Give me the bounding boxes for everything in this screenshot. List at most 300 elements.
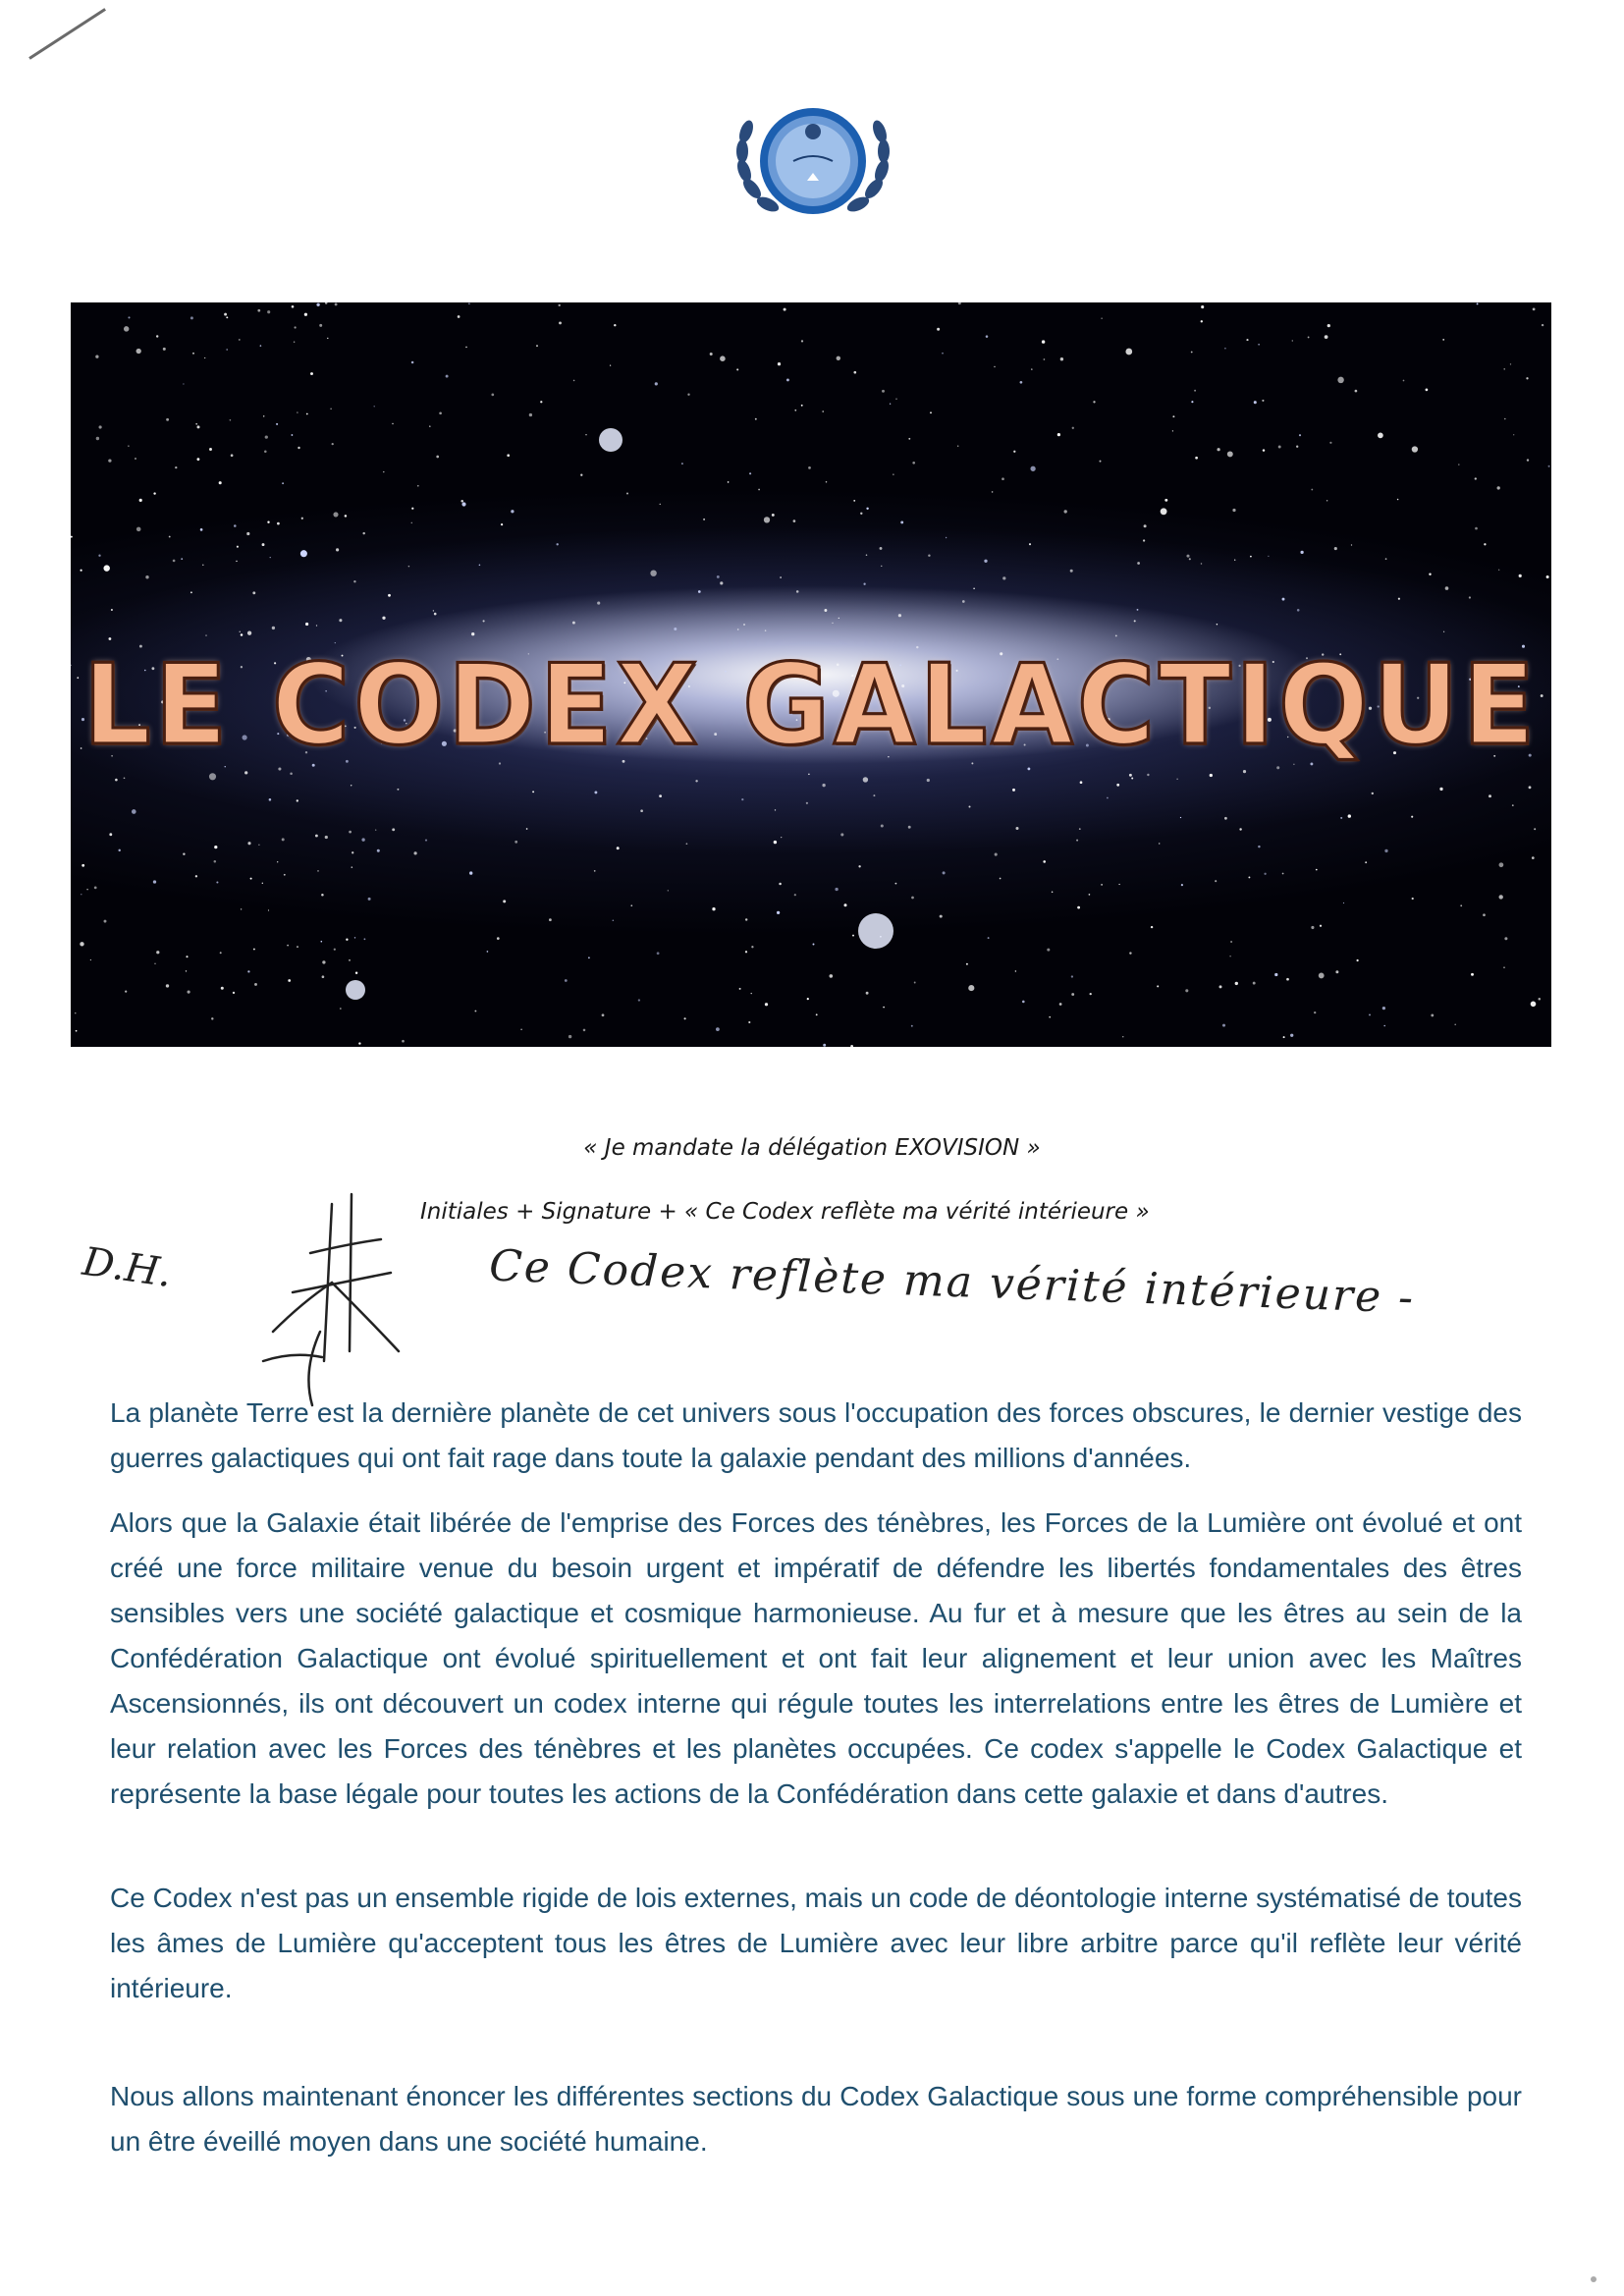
- star: [536, 345, 538, 347]
- star: [1282, 873, 1284, 875]
- star: [1542, 324, 1543, 326]
- star: [881, 824, 884, 827]
- star: [973, 588, 975, 590]
- star: [1076, 840, 1078, 842]
- star: [1348, 814, 1351, 817]
- star: [1497, 486, 1500, 489]
- star: [190, 591, 192, 593]
- star: [895, 399, 896, 400]
- star: [1286, 978, 1289, 981]
- star: [1191, 401, 1193, 403]
- star: [1262, 400, 1264, 402]
- star: [794, 410, 796, 411]
- star: [195, 423, 197, 425]
- star: [853, 371, 856, 374]
- star: [1090, 993, 1092, 995]
- star: [626, 492, 628, 494]
- star: [417, 485, 419, 487]
- star: [1131, 778, 1133, 780]
- star: [1283, 1036, 1285, 1038]
- star: [824, 609, 827, 612]
- star: [1000, 878, 1001, 880]
- star: [784, 308, 786, 311]
- star: [1022, 1001, 1025, 1004]
- star: [1144, 524, 1147, 527]
- star: [1059, 1003, 1062, 1006]
- star: [330, 409, 331, 410]
- star: [557, 543, 559, 545]
- star: [613, 920, 615, 922]
- star: [674, 628, 677, 630]
- star: [125, 990, 127, 992]
- star: [1201, 305, 1204, 308]
- star: [254, 983, 257, 986]
- star: [241, 908, 242, 909]
- star: [392, 828, 395, 831]
- star: [310, 372, 313, 375]
- star: [265, 435, 268, 438]
- star: [1504, 937, 1507, 940]
- star: [1469, 596, 1471, 598]
- star: [1311, 489, 1313, 491]
- star: [777, 911, 780, 914]
- star: [1343, 902, 1344, 903]
- star: [992, 491, 994, 493]
- star: [468, 302, 470, 304]
- star: [1071, 993, 1074, 996]
- star: [749, 472, 751, 474]
- star: [250, 878, 252, 880]
- star: [1125, 349, 1132, 355]
- star: [1015, 970, 1016, 971]
- star: [630, 904, 632, 906]
- star: [327, 338, 328, 339]
- star: [108, 459, 111, 462]
- paragraph-2: Alors que la Galaxie était libérée de l'emprise des Forces des ténèbres, les Forces de la Lumière ont évolué et ont créé une force militaire venue du besoin urgent et impératif de défendre les libertés fondamentales des êtres sensibles vers une société galactique et cosmique harmonieuse. Au fur et à mesure que les êtres au sein de la Confédération Galactique ont évolué spirituellement et ont fait leur alignement et leur union avec les Maîtres Ascensionnés, ils ont découvert un codex interne qui régule toutes les interrelations entre les êtres de Lumière et leur relation avec les Forces des ténèbres et les planètes occupées. Ce codex s'appelle le Codex Galactique et représente la base légale pour toutes les actions de la Confédération dans cette galaxie et dans d'autres.: [110, 1507, 1522, 1809]
- star: [224, 313, 227, 316]
- star: [257, 309, 260, 312]
- star: [333, 512, 338, 517]
- star: [294, 341, 295, 342]
- star: [287, 945, 289, 947]
- star: [319, 324, 322, 327]
- star: [300, 550, 307, 557]
- star: [353, 580, 355, 582]
- star: [96, 437, 99, 440]
- star: [262, 543, 265, 546]
- star: [269, 798, 272, 801]
- star: [1296, 446, 1298, 448]
- star: [745, 918, 747, 920]
- star: [325, 302, 328, 304]
- star: [156, 335, 158, 337]
- star: [1316, 869, 1318, 871]
- star: [71, 536, 73, 538]
- star: [94, 887, 97, 890]
- star: [205, 634, 206, 635]
- star: [322, 975, 325, 978]
- star: [282, 482, 284, 484]
- star: [958, 302, 961, 304]
- star: [739, 988, 741, 990]
- star: [1191, 352, 1193, 354]
- star: [1548, 465, 1550, 467]
- star: [214, 860, 217, 863]
- star: [1029, 543, 1031, 545]
- star: [1001, 477, 1004, 480]
- star: [1254, 401, 1257, 404]
- star: [169, 536, 171, 538]
- star: [1534, 828, 1536, 830]
- star: [1227, 451, 1233, 457]
- star: [1526, 377, 1528, 379]
- star: [1454, 1023, 1456, 1025]
- star: [1512, 804, 1514, 806]
- star: [1079, 828, 1081, 830]
- star: [1429, 573, 1431, 574]
- star: [1326, 500, 1328, 502]
- star: [617, 847, 620, 849]
- star: [602, 1013, 605, 1016]
- star: [197, 425, 200, 428]
- star: [1194, 390, 1196, 392]
- star: [507, 454, 510, 457]
- star: [597, 602, 600, 605]
- star: [927, 779, 930, 782]
- star: [890, 404, 891, 405]
- star: [276, 423, 278, 425]
- star: [301, 518, 303, 519]
- star: [1215, 880, 1217, 882]
- star: [1224, 817, 1227, 820]
- star: [1383, 1025, 1385, 1027]
- star: [209, 773, 216, 780]
- star: [866, 992, 869, 995]
- star: [1210, 774, 1213, 777]
- star: [219, 481, 222, 484]
- star: [986, 335, 989, 338]
- star: [1161, 508, 1167, 515]
- star: [1118, 884, 1119, 885]
- star: [968, 985, 974, 991]
- paragraph-4: Nous allons maintenant énoncer les différentes sections du Codex Galactique sous une forme compréhensible pour un être éveillé moyen dans une société humaine.: [110, 2081, 1522, 2157]
- banner-title: LE CODEX GALACTIQUE: [82, 640, 1540, 771]
- star: [1539, 998, 1542, 1001]
- star: [1100, 461, 1102, 463]
- star: [853, 500, 855, 502]
- star: [710, 353, 713, 355]
- star: [202, 565, 204, 567]
- star: [1498, 895, 1502, 899]
- star: [796, 590, 799, 593]
- star: [1020, 381, 1023, 384]
- star: [1250, 556, 1252, 558]
- star: [1042, 340, 1045, 343]
- star: [801, 340, 803, 342]
- initials-instruction: Initiales + Signature + « Ce Codex reflète ma vérité intérieure »: [420, 1199, 1150, 1225]
- star: [351, 785, 352, 786]
- star: [118, 849, 120, 851]
- star: [253, 949, 255, 951]
- star: [429, 425, 431, 427]
- star: [1137, 562, 1140, 565]
- star: [1243, 770, 1246, 773]
- star: [873, 794, 875, 796]
- star: [346, 939, 348, 941]
- star: [1077, 906, 1080, 909]
- star: [1217, 624, 1218, 625]
- star: [209, 448, 212, 451]
- star: [822, 410, 824, 412]
- star: [186, 970, 187, 971]
- star: [1533, 308, 1536, 311]
- star: [236, 561, 237, 562]
- star: [937, 328, 940, 331]
- star: [1172, 430, 1173, 431]
- star: [1217, 448, 1219, 451]
- star: [1278, 446, 1281, 449]
- star: [1325, 335, 1328, 339]
- star: [1411, 816, 1413, 818]
- star: [267, 521, 269, 523]
- star: [204, 357, 205, 358]
- star: [166, 984, 169, 987]
- star: [292, 305, 295, 308]
- star: [354, 937, 355, 938]
- star: [832, 623, 833, 624]
- star: [295, 326, 297, 328]
- star: [414, 851, 417, 854]
- star: [262, 883, 263, 884]
- star: [237, 546, 239, 548]
- star: [1172, 415, 1174, 417]
- star: [197, 458, 200, 461]
- star: [1044, 358, 1046, 360]
- star: [807, 998, 809, 1000]
- star: [745, 951, 747, 953]
- star: [382, 617, 385, 620]
- star: [614, 324, 616, 326]
- star: [1443, 631, 1444, 632]
- star: [748, 1021, 750, 1023]
- star: [305, 623, 308, 626]
- star: [908, 438, 910, 440]
- star: [335, 302, 338, 305]
- bright-star: [599, 428, 623, 452]
- star: [446, 375, 449, 378]
- star: [813, 944, 815, 946]
- star: [772, 514, 775, 517]
- star: [471, 632, 474, 635]
- star: [233, 992, 235, 994]
- star: [860, 513, 862, 515]
- star: [610, 364, 611, 365]
- star: [90, 959, 91, 960]
- star: [758, 489, 760, 491]
- star: [1060, 357, 1063, 360]
- star: [1385, 558, 1387, 560]
- star: [375, 829, 376, 830]
- star: [483, 620, 485, 622]
- star: [1319, 972, 1325, 978]
- star: [684, 1017, 686, 1019]
- star: [1258, 846, 1260, 847]
- star: [1483, 913, 1486, 916]
- star: [349, 831, 352, 834]
- star: [1235, 982, 1238, 985]
- star: [816, 1013, 818, 1015]
- star: [234, 524, 237, 527]
- star: [156, 951, 159, 954]
- star: [487, 951, 489, 953]
- star: [755, 418, 757, 420]
- star: [1072, 427, 1074, 429]
- star: [1134, 620, 1136, 622]
- star: [458, 315, 460, 318]
- star: [136, 349, 141, 354]
- star: [908, 826, 911, 829]
- star: [1080, 781, 1083, 784]
- star: [1403, 380, 1405, 382]
- star: [943, 871, 946, 874]
- star: [321, 894, 324, 897]
- star: [373, 406, 374, 407]
- star: [1129, 952, 1131, 954]
- star: [297, 411, 298, 412]
- star: [720, 355, 726, 361]
- star: [315, 835, 318, 838]
- star: [411, 522, 413, 524]
- star: [687, 394, 689, 396]
- star: [940, 915, 943, 918]
- star: [181, 558, 183, 560]
- star: [580, 474, 582, 476]
- star: [408, 566, 410, 568]
- star: [716, 1027, 720, 1031]
- star: [216, 881, 218, 883]
- star: [277, 861, 278, 862]
- star: [332, 443, 334, 445]
- star: [1503, 966, 1505, 968]
- star: [764, 517, 770, 522]
- star: [1159, 843, 1160, 844]
- star: [511, 510, 514, 513]
- star: [1504, 368, 1505, 369]
- star: [433, 610, 434, 611]
- star: [659, 794, 662, 797]
- star: [1372, 793, 1374, 794]
- mandate-statement: « Je mandate la délégation EXOVISION »: [583, 1135, 1041, 1161]
- star: [668, 890, 669, 891]
- star: [1176, 779, 1177, 780]
- star: [247, 631, 251, 635]
- star: [383, 471, 384, 472]
- star: [588, 957, 590, 958]
- star: [1274, 973, 1277, 976]
- star: [392, 423, 393, 424]
- star: [568, 1035, 571, 1038]
- star: [1052, 892, 1054, 894]
- star: [1412, 446, 1418, 452]
- star: [912, 462, 915, 465]
- star: [239, 339, 241, 341]
- star: [1115, 634, 1117, 636]
- star: [98, 555, 100, 557]
- star: [1442, 339, 1444, 341]
- star: [108, 637, 111, 640]
- star: [397, 789, 399, 791]
- star: [109, 833, 112, 836]
- star: [86, 889, 87, 890]
- star: [1439, 788, 1442, 791]
- star: [220, 952, 222, 954]
- star: [1002, 576, 1005, 579]
- star: [1089, 894, 1091, 896]
- star: [1116, 784, 1119, 787]
- star: [786, 378, 789, 381]
- star: [1460, 904, 1462, 906]
- star: [411, 361, 414, 364]
- star: [1519, 574, 1522, 577]
- star: [638, 999, 640, 1001]
- star: [1047, 949, 1050, 952]
- star: [439, 411, 442, 414]
- star: [1477, 302, 1479, 304]
- star: [284, 874, 286, 876]
- star: [743, 624, 745, 626]
- star: [1012, 789, 1015, 792]
- star: [339, 619, 342, 622]
- handwritten-signature: [234, 1184, 410, 1410]
- star: [352, 851, 353, 853]
- star: [1264, 873, 1266, 875]
- star: [751, 993, 752, 994]
- star: [166, 418, 169, 421]
- star: [1181, 884, 1183, 886]
- star: [1335, 970, 1338, 973]
- star: [835, 888, 838, 891]
- star: [1529, 786, 1532, 789]
- star: [1015, 827, 1018, 830]
- star: [1412, 898, 1414, 900]
- star: [491, 394, 494, 397]
- star: [1475, 477, 1477, 479]
- star: [1186, 555, 1189, 558]
- star: [1292, 340, 1293, 341]
- star: [288, 979, 291, 982]
- star: [247, 842, 250, 845]
- star: [190, 316, 193, 319]
- star: [501, 523, 503, 525]
- star: [1546, 575, 1549, 578]
- star: [1297, 609, 1300, 612]
- star: [1489, 794, 1491, 797]
- star: [1107, 797, 1109, 799]
- star: [76, 1030, 78, 1032]
- star: [461, 502, 465, 506]
- star: [469, 871, 472, 874]
- star: [1157, 985, 1159, 987]
- star: [115, 779, 118, 782]
- paragraph-3: Ce Codex n'est pas un ensemble rigide de lois externes, mais un code de déontologie interne systématisé de toutes les âmes de Lumière qu'acceptent tous les êtres de Lumière avec leur libre arbitre parce qu'il reflète leur vérité intérieure.: [110, 1883, 1522, 2003]
- laurel-globe-seal-icon: [725, 102, 901, 224]
- star: [1031, 368, 1033, 370]
- star: [1290, 1034, 1293, 1037]
- star: [1484, 543, 1486, 545]
- star: [340, 1008, 342, 1010]
- star: [267, 310, 270, 313]
- star: [829, 974, 833, 978]
